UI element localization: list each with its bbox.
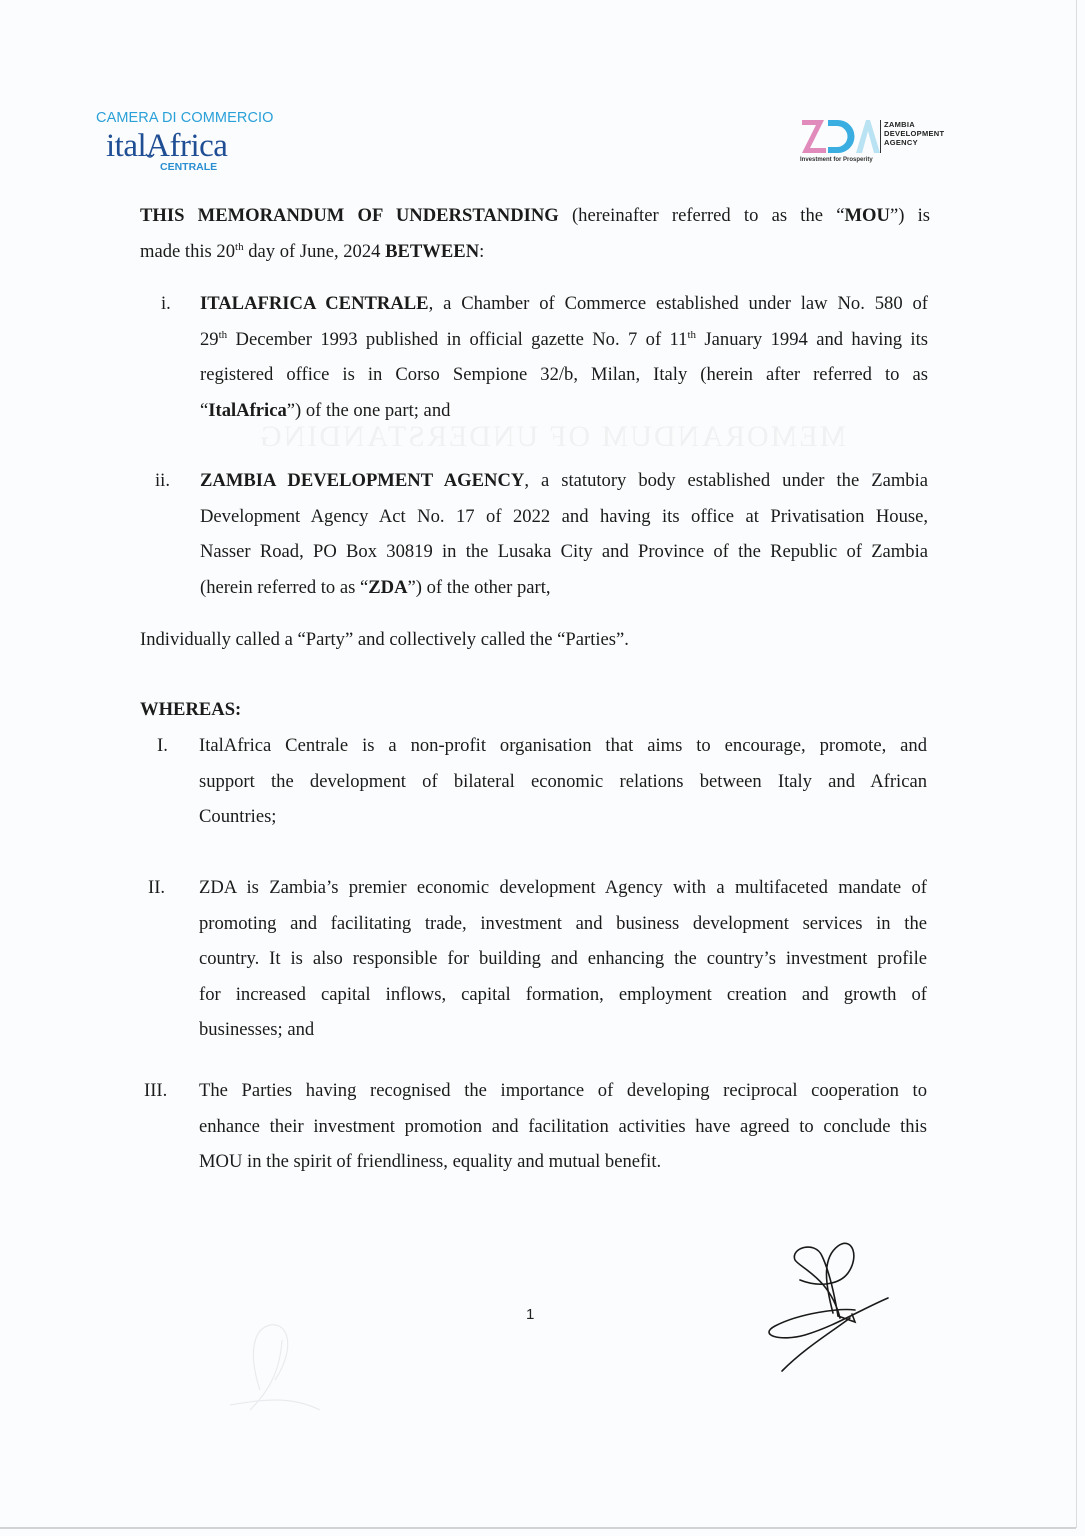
whereas-heading: WHEREAS: (140, 699, 242, 720)
intro-text: day of June, 2024 (243, 240, 386, 262)
party-line (200, 570, 928, 606)
signature-icon (760, 1238, 900, 1378)
party-line: Nasser Road, PO Box 30819 in the Lusaka City and Province of the Republic of Zambia (200, 541, 928, 562)
collective-definition: Individually called a “Party” and collectively called the “Parties”. (140, 629, 629, 650)
ordinal-suffix: th (687, 328, 697, 341)
scan-edge-right (1076, 0, 1077, 1528)
recital-line: The Parties having recognised the importance of developing reciprocal cooperation to (199, 1080, 927, 1101)
recital-numeral: I. (157, 735, 168, 756)
recital-line: businesses; and (199, 1019, 315, 1040)
intro-line (140, 234, 930, 270)
recital-item (199, 728, 927, 835)
party-name: ITALAFRICA CENTRALE (200, 293, 429, 314)
intro-text: (hereinafter referred to as the “ (558, 205, 845, 226)
party-text: 29 (200, 328, 219, 350)
zda-name (884, 120, 944, 147)
recital-numeral: III. (144, 1080, 168, 1101)
party-line: registered office is in Corso Sempione 32/b, Milan, Italy (herein after referred to as (200, 364, 928, 385)
party-line (200, 286, 928, 322)
recital-item (199, 1073, 927, 1180)
ordinal-suffix: th (218, 328, 228, 341)
zda-name-line: AGENCY (884, 138, 918, 147)
recital-line: ItalAfrica Centrale is a non-profit organisation that aims to encourage, promote, and (199, 735, 927, 756)
recital-line: country. It is also responsible for building and enhancing the country’s investment profile (199, 948, 927, 969)
party-text: ”) of the other part, (407, 576, 551, 598)
recital-line: promoting and facilitating trade, investment and business development services in the (199, 912, 927, 934)
recital-line: ZDA is Zambia’s premier economic development Agency with a multifaceted mandate of (199, 877, 927, 898)
ordinal-suffix: th (235, 240, 244, 253)
party-short-name: ItalAfrica (208, 399, 287, 421)
party-text: , a statutory body established under the Zambia (524, 470, 929, 491)
intro-text: ”) is (889, 205, 930, 226)
logo-brand-text: italAfrica (106, 128, 228, 164)
recital-line: for increased capital inflows, capital formation, employment creation and growth of (199, 983, 927, 1005)
party-numeral: ii. (155, 470, 170, 491)
party-numeral: i. (161, 293, 171, 314)
recital-line: support the development of bilateral economic relations between Italy and African (199, 770, 927, 792)
logo-top-text: CAMERA DI COMMERCIO (96, 110, 274, 126)
party-text: December 1993 published in official gazette No. 7 of 11 (227, 328, 688, 350)
intro-text: made this 20 (140, 240, 236, 262)
ghost-signature-icon (220, 1310, 360, 1430)
between-label: BETWEEN (385, 240, 480, 262)
intro-line (140, 198, 930, 234)
party-zda (200, 463, 928, 605)
africa-mark-icon (145, 153, 155, 161)
zda-logo (800, 117, 960, 167)
mou-title: THIS MEMORANDUM OF UNDERSTANDING (140, 205, 559, 226)
recital-line: Countries; (199, 806, 277, 827)
party-line (200, 393, 928, 429)
zda-name-line: ZAMBIA (884, 120, 915, 129)
intro-paragraph (140, 198, 930, 269)
zda-tagline: Investment for Prosperity (800, 157, 873, 163)
zda-letters-icon (800, 117, 880, 155)
party-line (200, 463, 928, 499)
party-text: January 1994 and having its (696, 328, 928, 350)
scan-edge-bottom (0, 1527, 1076, 1529)
party-text: “ (200, 399, 209, 421)
party-line: Development Agency Act No. 17 of 2022 and having its office at Privatisation House, (200, 505, 928, 527)
party-text: (herein referred to as “ (200, 576, 369, 598)
party-text: , a Chamber of Commerce established under law No. 580 of (428, 293, 928, 314)
recital-line: enhance their investment promotion and facilitation activities have agreed to conclude this (199, 1115, 927, 1137)
recital-item (199, 870, 927, 1048)
logo-separator (880, 120, 881, 153)
italafrica-logo (96, 110, 274, 176)
intro-text: : (479, 240, 485, 262)
party-name: ZAMBIA DEVELOPMENT AGENCY (200, 470, 525, 491)
party-short-name: ZDA (368, 576, 408, 598)
party-text: ”) of the one part; and (286, 399, 451, 421)
page-number: 1 (526, 1306, 535, 1323)
party-italafrica (200, 286, 928, 428)
zda-name-line: DEVELOPMENT (884, 129, 945, 138)
recital-numeral: II. (148, 877, 166, 898)
logo-sub-text: CENTRALE (160, 161, 218, 173)
mou-abbrev: MOU (844, 205, 890, 226)
recital-line: MOU in the spirit of friendliness, equality and mutual benefit. (199, 1151, 662, 1172)
party-line (200, 322, 928, 358)
